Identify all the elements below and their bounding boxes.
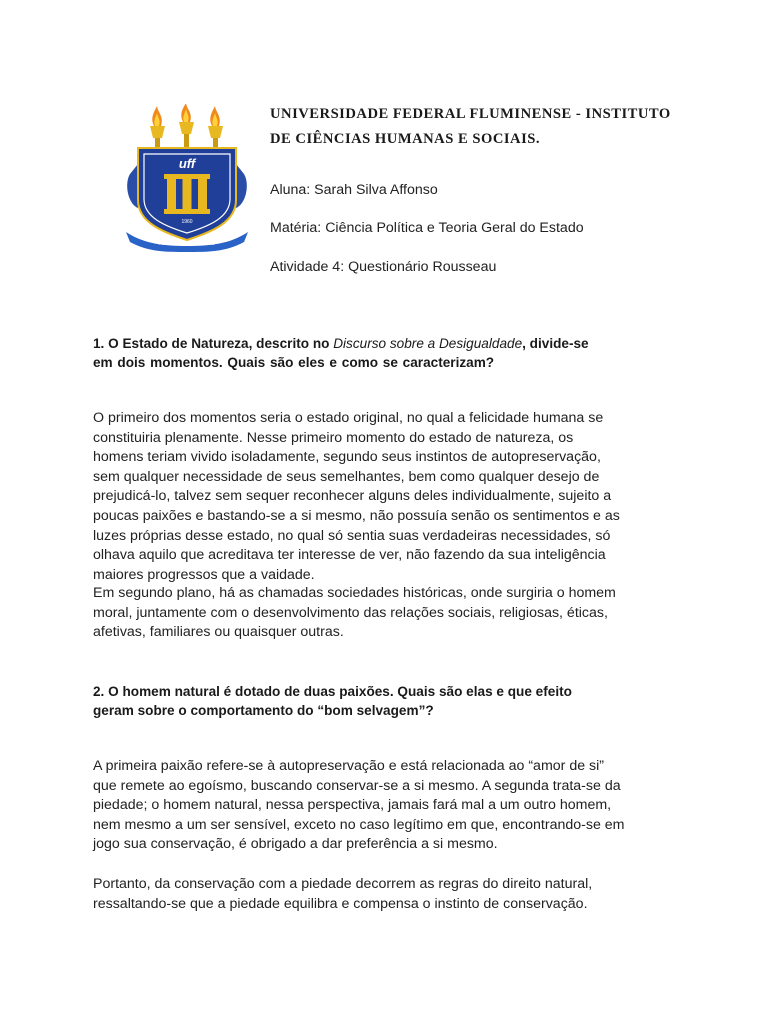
- question-1-book-title: Discurso sobre a Desigualdade: [333, 336, 523, 351]
- question-1-text-b: , divide-se: [522, 336, 589, 351]
- question-1-line-2: em dois momentos. Quais são eles e como se caracterizam?: [93, 355, 495, 370]
- activity-title: Atividade 4: Questionário Rousseau: [270, 259, 497, 275]
- answer-1-paragraph-2: [93, 584, 693, 643]
- answer-2-paragraph-1: [93, 757, 693, 855]
- paragraph-line: maiores progressos que a vaidade.: [93, 566, 315, 583]
- university-name-line-2: DE CIÊNCIAS HUMANAS E SOCIAIS.: [270, 131, 541, 147]
- answer-2-paragraph-2: [93, 875, 693, 914]
- question-1-text-a: 1. O Estado de Natureza, descrito no: [93, 336, 334, 351]
- university-name-line-1: UNIVERSIDADE FEDERAL FLUMINENSE - INSTITUTO: [270, 106, 671, 122]
- paragraph-line: afetivas, familiares ou quaisquer outras.: [93, 624, 344, 641]
- university-name: [270, 102, 740, 152]
- paragraph-line: Portanto, da conservação com a piedade decorrem as regras do direito natural,: [93, 876, 593, 892]
- paragraph-line: ressaltando-se que a piedade equilibra e compensa o instinto de conservação.: [93, 895, 588, 912]
- student-name: Aluna: Sarah Silva Affonso: [270, 182, 438, 198]
- paragraph-line: sem qualquer necessidade de seus semelhantes, bem como qualquer desejo de: [93, 468, 600, 485]
- paragraph-line: nem mesmo a um ser sensível, exceto no caso legítimo em que, encontrando-se em: [93, 816, 625, 833]
- paragraph-line: piedade; o homem natural, nessa perspectiva, jamais fará mal a um outro homem,: [93, 797, 612, 814]
- torch-icon: [208, 106, 223, 152]
- paragraph-line: jogo sua conservação, é obrigado a dar preferência a si mesmo.: [93, 836, 498, 853]
- paragraph-line: luzes próprias desse estado, no qual só sentia suas verdadeiras necessidades, só: [93, 527, 611, 544]
- paragraph-line: que remete ao egoísmo, buscando conservar-se a si mesmo. A segunda trata-se da: [93, 777, 621, 794]
- question-1: [93, 334, 693, 372]
- question-2-line-2: geram sobre o comportamento do “bom selvagem”?: [93, 703, 434, 718]
- crest-year: 1960: [181, 219, 193, 225]
- paragraph-line: moral, juntamente com o desenvolvimento das relações sociais, religiosas, éticas,: [93, 604, 608, 621]
- paragraph-line: poucas paixões e bastando-se a si mesmo, não possuía senão os sentimentos e as: [93, 507, 620, 524]
- question-2: [93, 682, 693, 720]
- uff-crest-icon: [124, 104, 250, 252]
- paragraph-line: A primeira paixão refere-se à autopreservação e está relacionada ao “amor de si”: [93, 758, 605, 774]
- torch-icon: [179, 104, 194, 150]
- paragraph-line: olhava aquilo que acreditava ter interesse de ver, não fazendo da sua inteligência: [93, 547, 606, 564]
- torch-icon: [150, 106, 165, 152]
- subject-name: Matéria: Ciência Política e Teoria Geral do Estado: [270, 220, 584, 236]
- answer-1-paragraph-1: [93, 409, 693, 585]
- paragraph-line: prejudicá-lo, talvez sem sequer reconhecer alguns deles individualmente, sujeito a: [93, 488, 612, 505]
- paragraph-line: constituiria plenamente. Nesse primeiro momento do estado de natureza, os: [93, 429, 574, 446]
- crest-ribbon-motto: FIDELITATE SCIENTIA VERITATE: [159, 242, 215, 246]
- question-2-line-1: 2. O homem natural é dotado de duas paixões. Quais são elas e que efeito: [93, 684, 572, 699]
- crest-acronym: uff: [178, 156, 196, 171]
- paragraph-line: Em segundo plano, há as chamadas sociedades históricas, onde surgiria o homem: [93, 585, 616, 601]
- paragraph-line: O primeiro dos momentos seria o estado original, no qual a felicidade humana se: [93, 410, 604, 426]
- paragraph-line: homens teriam vivido isoladamente, segundo seus instintos de autopreservação,: [93, 449, 601, 466]
